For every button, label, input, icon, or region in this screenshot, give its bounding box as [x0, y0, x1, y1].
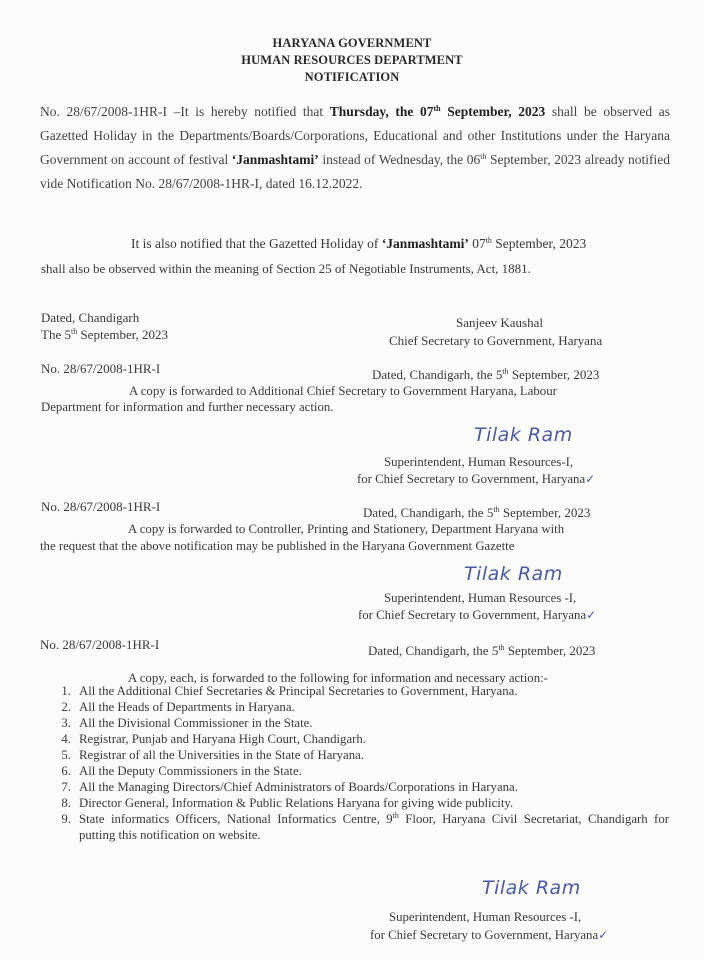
- endorsement-1-body-line1: A copy is forwarded to Additional Chief Secretary to Government Haryana, Labour: [129, 384, 557, 398]
- initial-mark-icon: ✓: [598, 928, 609, 942]
- negotiable-instruments-para-line2: shall also be observed within the meaning of Section 25 of Negotiable Instruments, Act, 1881.: [41, 261, 531, 276]
- festival-name: ‘Janmashtami’: [231, 152, 319, 167]
- list-item: 5. Registrar of all the Universities in the State of Haryana.: [61, 748, 364, 762]
- list-item: 1. All the Additional Chief Secretaries & Principal Secretaries to Government, Haryana.: [61, 684, 518, 698]
- dated-place: Dated, Chandigarh: [41, 310, 140, 325]
- endorsement-3-sign-title2: for Chief Secretary to Government, Haryana✓: [370, 928, 609, 942]
- endorsement-2-signature: Tilak Ram: [464, 563, 563, 585]
- endorsement-1-signature: Tilak Ram: [474, 424, 573, 446]
- list-item: 2. All the Heads of Departments in Haryana.: [61, 700, 295, 714]
- dated-date: The 5th September, 2023: [41, 327, 169, 342]
- list-item: 3. All the Divisional Commissioner in the State.: [61, 716, 313, 730]
- endorsement-2-sign-title2: for Chief Secretary to Government, Haryana✓: [358, 608, 597, 622]
- notification-paragraph: No. 28/67/2008-1HR-I –It is hereby notified that Thursday, the 07th September, 2023 shall be observed as Gazetted Holiday in the Departments/Boards/Corporations, Educational and other Institutions under the Haryana Government on account of festival ‘Janmashtami’ instead of Wednesday, the 06th September, 2023 already notified vide Notification No. 28/67/2008-1HR-I, dated 16.12.2022.: [40, 104, 670, 191]
- endorsement-2-date: Dated, Chandigarh, the 5th September, 2023: [363, 505, 591, 520]
- header-title: NOTIFICATION: [304, 70, 400, 84]
- list-item: 8. Director General, Information & Public Relations Haryana for giving wide publicity.: [61, 796, 514, 810]
- endorsement-1-sign-title2: for Chief Secretary to Government, Haryana✓: [357, 472, 596, 486]
- signatory-name: Sanjeev Kaushal: [456, 315, 544, 330]
- list-item: 7. All the Managing Directors/Chief Administrators of Boards/Corporations in Haryana.: [61, 780, 518, 794]
- initial-mark-icon: ✓: [586, 608, 597, 622]
- header-government: HARYANA GOVERNMENT: [272, 36, 432, 50]
- endorsement-3-date: Dated, Chandigarh, the 5th September, 2023: [368, 643, 596, 658]
- endorsement-1-body-line2: Department for information and further necessary action.: [41, 400, 334, 414]
- endorsement-2-ref: No. 28/67/2008-1HR-I: [41, 499, 161, 514]
- list-item: 6. All the Deputy Commissioners in the State.: [61, 764, 302, 778]
- signatory-title: Chief Secretary to Government, Haryana: [389, 333, 603, 348]
- negotiable-instruments-para-line1: It is also notified that the Gazetted Holiday of ‘Janmashtami’ 07th September, 2023: [131, 236, 587, 251]
- endorsement-1-ref: No. 28/67/2008-1HR-I: [41, 361, 161, 376]
- header-department: HUMAN RESOURCES DEPARTMENT: [241, 53, 463, 67]
- reference-number: No. 28/67/2008-1HR-I: [40, 104, 168, 119]
- list-item: 9. State informatics Officers, National Informatics Centre, 9th Floor, Haryana Civil Secretariat, Chandigarh for putting this notification on website.: [61, 811, 669, 842]
- endorsement-3-body-line1: A copy, each, is forwarded to the following for information and necessary action:-: [128, 671, 548, 685]
- list-item: 4. Registrar, Punjab and Haryana High Court, Chandigarh.: [61, 732, 366, 746]
- initial-mark-icon: ✓: [585, 472, 596, 486]
- endorsement-2-body-line1: A copy is forwarded to Controller, Printing and Stationery, Department Haryana with: [128, 522, 565, 536]
- endorsement-1-date: Dated, Chandigarh, the 5th September, 2023: [372, 367, 600, 382]
- endorsement-3-sign-title1: Superintendent, Human Resources -I,: [389, 910, 582, 924]
- endorsement-2-body-line2: the request that the above notification may be published in the Haryana Government Gazette: [40, 539, 515, 553]
- recipient-list: [38, 683, 669, 843]
- endorsement-3-ref: No. 28/67/2008-1HR-I: [40, 637, 160, 652]
- endorsement-2-sign-title1: Superintendent, Human Resources -I,: [384, 591, 577, 605]
- endorsement-3-signature: Tilak Ram: [482, 877, 581, 899]
- holiday-date: Thursday, the 07th September, 2023: [329, 104, 546, 119]
- endorsement-1-sign-title1: Superintendent, Human Resources-I,: [384, 455, 574, 469]
